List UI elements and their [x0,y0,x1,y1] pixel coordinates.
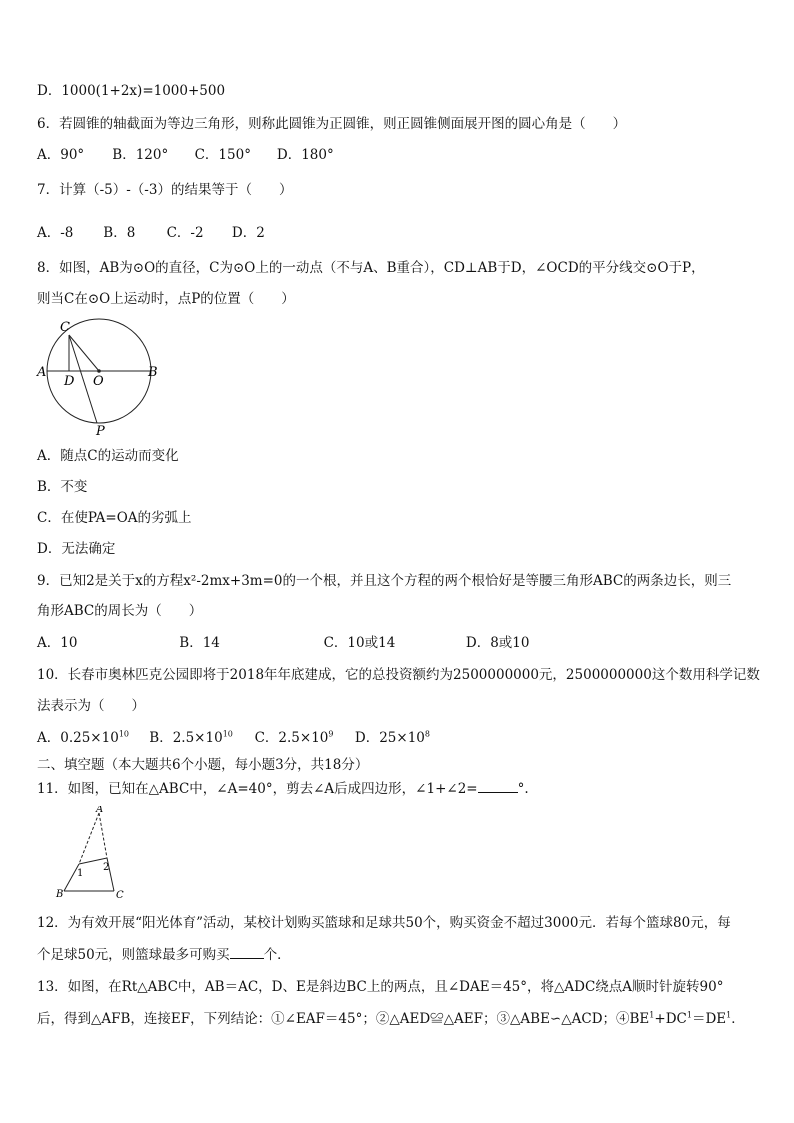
label-o: O [93,374,104,389]
q8-option-d: D．无法确定 [37,541,116,557]
q7-stem: 7．计算（-5）-（-3）的结果等于（ ） [37,182,293,198]
q11-stem-end: °. [517,781,529,797]
q12-stem-line1: 12．为有效开展“阳光体育”活动，某校计划购买篮球和足球共50个，购买资金不超过3000元．若每个篮球80元，每 [37,915,731,931]
q8-circle-figure [30,315,170,437]
q13-text-c: ＝DE [691,1011,727,1027]
q9-option-d: D．8或10 [465,635,530,651]
q10-option-b: B．$2.5\times 10^{10}$ [149,729,233,746]
label-c: C [116,890,124,901]
q13-sup-c: 1 [726,1010,732,1020]
q11-stem [37,780,529,798]
label-p: P [96,424,105,437]
q10-stem-line1: 10．长春市奥林匹克公园即将于2018年年底建成，它的总投资额约为2500000000元，2500000000这个数用科学记数 [37,667,760,683]
label-a: A [37,365,47,380]
q13-sup-a: 1 [649,1010,655,1020]
q8-option-c: C．在使PA=OA的劣弧上 [37,510,192,526]
q10-stem-line2: 法表示为（ ） [37,698,145,714]
q10-options [37,729,430,747]
q9-option-a: A．10 [37,635,78,651]
label-angle-1: 1 [77,868,84,879]
label-c: C [60,320,70,335]
q6-option-a: A．90° [37,147,85,163]
q7-option-a: A．-8 [37,225,74,241]
q6-options [37,146,334,164]
q6-stem: 6．若圆锥的轴截面为等边三角形，则称此圆锥为正圆锥，则正圆锥侧面展开图的圆心角是（ ） [37,116,627,132]
q8-stem-line1: 8．如图，AB为⊙O的直径，C为⊙O上的一动点（不与A、B重合），CD⊥AB于D，∠OCD的平分线交⊙O于P， [37,260,705,276]
q8-stem-line2: 则当C在⊙O上运动时，点P的位置（ ） [37,291,295,307]
side-ab-dashed [79,813,99,864]
q9-option-b: B．14 [179,635,220,651]
q9-option-c: C．10或14 [323,635,396,651]
q10-option-c: C．$2.5\times 10^9$ [254,729,334,746]
q13-stem-line2 [37,1010,745,1028]
q10-option-d: D．$25\times 10^8$ [354,729,430,746]
q6-option-c: C．150° [194,147,251,163]
q13-stem-line1: 13．如图，在Rt△ABC中，AB＝AC，D、E是斜边BC上的两点，且∠DAE＝45°，将△ADC绕点A顺时针旋转90° [37,979,724,995]
q8-option-b: B．不变 [37,479,88,495]
q9-stem-line1: 9．已知2是关于x的方程x²-2mx+3m=0的一个根，并且这个方程的两个根恰好是等腰三角形ABC的两条边长，则三 [37,573,732,589]
q11-triangle-figure [52,806,132,902]
q7-option-c: C．-2 [166,225,204,241]
label-a: A [96,806,104,815]
segment-co [69,335,99,371]
q9-options [37,634,529,652]
q6-option-b: B．120° [112,147,169,163]
q10-option-a: A．$0.25\times 10^{10}$ [37,729,129,746]
q12-stem-text: 个足球50元，则篮球最多可购买 [37,947,230,963]
q11-stem-text: 11．如图，已知在△ABC中，∠A=40°，剪去∠A后成四边形，∠1+∠2= [37,781,478,797]
q5-option-d: D．1000(1+2x)=1000+500 [37,83,226,99]
side-ac-dashed [99,813,107,858]
q7-option-b: B．8 [103,225,136,241]
q7-options [37,224,265,242]
q6-option-d: D．180° [276,147,334,163]
q11-answer-blank [478,780,518,793]
q13-text-d: ． [731,1011,745,1027]
label-d: D [64,374,75,389]
q8-option-a: A．随点C的运动而变化 [37,448,179,464]
section-heading: 二、填空题（本大题共6个小题，每小题3分，共18分） [37,757,369,773]
q7-option-d: D．2 [231,225,265,241]
q12-answer-blank [230,946,264,959]
label-b: B [56,889,64,900]
q13-text-a: 后，得到△AFB，连接EF，下列结论：①∠EAF＝45°；②△AED≌△AEF；③△ABE∽△ACD；④BE [37,1011,650,1027]
q13-sup-b: 1 [686,1010,692,1020]
label-angle-2: 2 [103,862,110,873]
q12-stem-end: 个． [263,947,291,963]
q9-stem-line2: 角形ABC的周长为（ ） [37,603,203,619]
q13-text-b: +DC [654,1011,687,1027]
center-point-o [97,369,101,373]
q12-stem-line2 [37,946,291,964]
label-b: B [148,365,158,380]
